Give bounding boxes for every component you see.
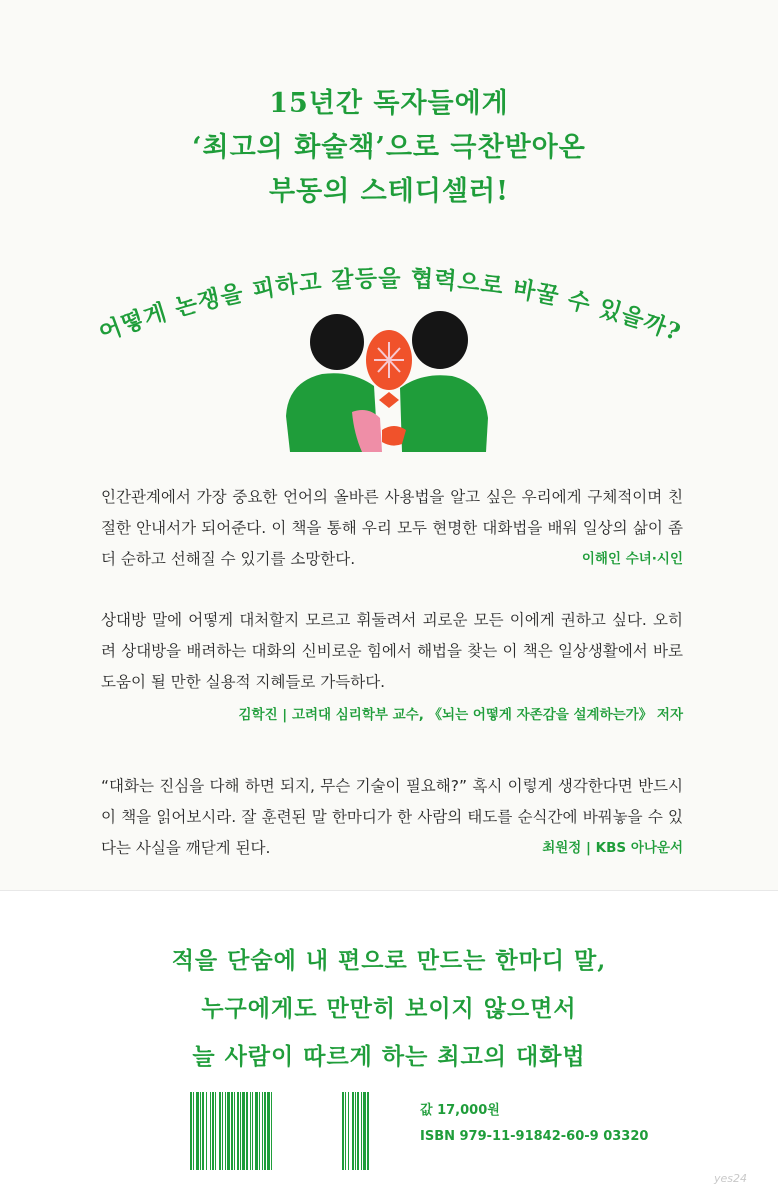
barcode-bar (231, 1092, 233, 1170)
barcode-bar (348, 1092, 349, 1170)
barcode-bar (212, 1092, 214, 1170)
barcode (190, 1092, 406, 1170)
barcode-bar (255, 1092, 258, 1170)
barcode-bar (250, 1092, 251, 1170)
barcode-bar (264, 1092, 266, 1170)
curved-question-text: 어떻게 논쟁을 피하고 갈등을 협력으로 바꿀 수 있을까? (95, 264, 685, 347)
barcode-bar (367, 1092, 369, 1170)
price: 값 17,000원 (420, 1103, 500, 1118)
barcode-bar (246, 1092, 248, 1170)
barcode-bar (342, 1092, 344, 1170)
review-3-text: “대화는 진심을 다해 하면 되지, 무슨 기술이 필요해?” 혹시 이렇게 생각한다면 반드시 이 책을 읽어보시라. 잘 훈련된 말 한마디가 한 사람의 태도를 순식간에 바꿔놓을 수 있다는 사실을 깨닫게 된다. (101, 777, 683, 857)
price-isbn-block (420, 1098, 648, 1150)
review-1-attribution: 이해인 수녀·시인 (581, 551, 683, 567)
barcode-bar (215, 1092, 216, 1170)
barcode-bar (237, 1092, 239, 1170)
barcode-bar (202, 1092, 204, 1170)
review-3-attribution: 최원정 | KBS 아나운서 (542, 840, 683, 856)
barcode-bar (240, 1092, 241, 1170)
barcode-bar (227, 1092, 230, 1170)
headline-line-3: 부동의 스테디셀러! (269, 176, 509, 207)
barcode-bar (259, 1092, 260, 1170)
headline-line-2: ‘최고의 화술책’으로 극찬받아온 (192, 132, 586, 163)
barcode-bar (225, 1092, 226, 1170)
two-people-flower-illustration (282, 306, 492, 452)
barcode-bar (267, 1092, 270, 1170)
watermark: yes24 (714, 1172, 748, 1185)
barcode-bar (355, 1092, 356, 1170)
barcode-bar (206, 1092, 207, 1170)
isbn: ISBN 979-11-91842-60-9 03320 (420, 1129, 649, 1144)
review-1 (101, 482, 683, 575)
review-2 (101, 605, 683, 731)
barcode-bar (234, 1092, 235, 1170)
barcode-bar (222, 1092, 223, 1170)
barcode-bar (262, 1092, 263, 1170)
barcode-bar (190, 1092, 192, 1170)
barcode-bar (357, 1092, 359, 1170)
barcode-bar (361, 1092, 362, 1170)
barcode-bar (345, 1092, 346, 1170)
barcode-bar (196, 1092, 199, 1170)
barcode-bar (242, 1092, 245, 1170)
barcode-bar (271, 1092, 272, 1170)
barcode-bar (252, 1092, 253, 1170)
tagline-line-2: 누구에게도 만만히 보이지 않으면서 (201, 995, 577, 1022)
tagline-line-3: 늘 사람이 따르게 하는 최고의 대화법 (192, 1043, 586, 1070)
tagline (0, 937, 778, 1081)
review-1-text: 인간관계에서 가장 중요한 언어의 올바른 사용법을 알고 싶은 우리에게 구체적이며 친절한 안내서가 되어준다. 이 책을 통해 우리 모두 현명한 대화법을 배워 일상의 삶이 좀 더 순하고 선해질 수 있기를 소망한다. (101, 488, 683, 568)
review-2-attribution: 김학진 | 고려대 심리학부 교수, 《뇌는 어떻게 자존감을 설계하는가》 저자 (238, 707, 683, 723)
barcode-bar (219, 1092, 221, 1170)
barcode-bar (352, 1092, 354, 1170)
headline-line-1: 15년간 독자들에게 (269, 88, 509, 119)
barcode-bar (200, 1092, 201, 1170)
tagline-line-1: 적을 단숨에 내 편으로 만드는 한마디 말, (171, 947, 607, 974)
review-2-text: 상대방 말에 어떻게 대처할지 모르고 휘둘려서 괴로운 모든 이에게 권하고 싶다. 오히려 상대방을 배려하는 대화의 신비로운 힘에서 해법을 찾는 이 책은 일상생활에서 바로 도움이 될 만한 실용적 지혜들로 가득하다. (101, 611, 683, 691)
headline (0, 82, 778, 214)
barcode-bar (363, 1092, 366, 1170)
barcode-bar (193, 1092, 194, 1170)
barcode-bar (210, 1092, 211, 1170)
review-3 (101, 771, 683, 864)
